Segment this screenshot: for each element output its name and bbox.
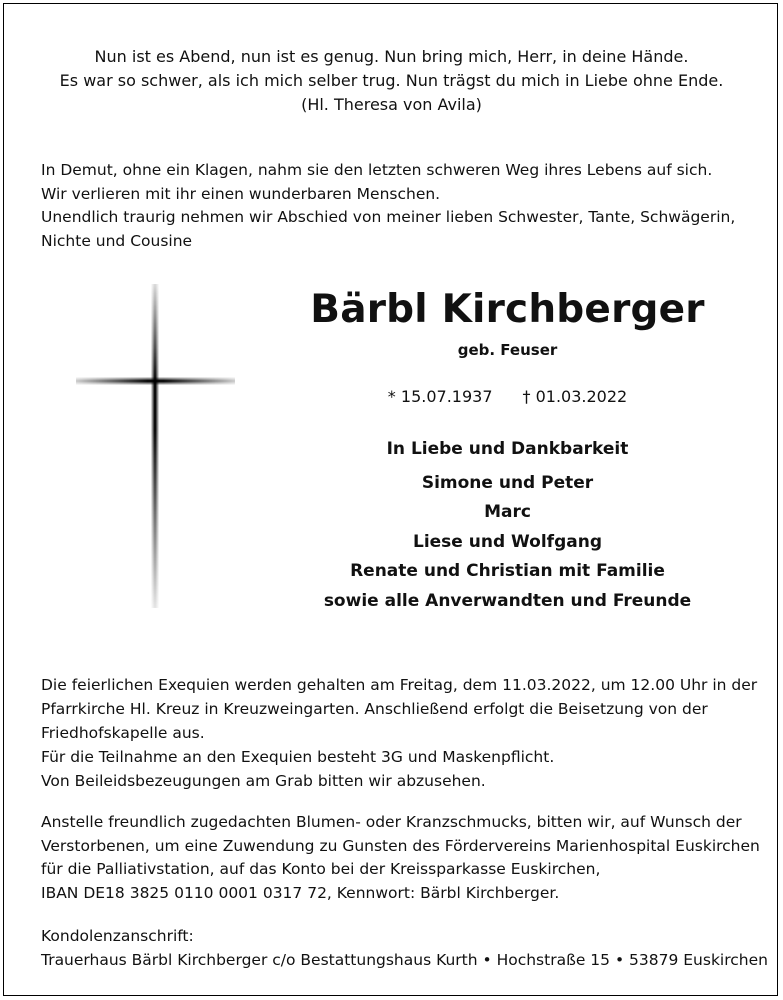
intro-line: Wir verlieren mit ihr einen wunderbaren Menschen. [41,184,441,203]
poem-attribution: (Hl. Theresa von Avila) [301,95,482,114]
cross-horizontal-beam [76,377,235,385]
intro-line: In Demut, ohne ein Klagen, nahm sie den letzten schweren Weg ihres Lebens auf sich. [41,161,713,179]
mourner-name: Simone und Peter [421,472,594,493]
deceased-name: Bärbl Kirchberger [310,287,705,332]
mourners-block [300,435,715,616]
cross-vertical-beam [151,284,159,608]
service-info [41,673,758,793]
service-line: Die feierlichen Exequien werden gehalten am Freitag, dem 11.03.2022, um 12.00 Uhr in der [41,676,758,694]
address-line: Trauerhaus Bärbl Kirchberger c/o Bestattungshaus Kurth • Hochstraße 15 • 53879 Euskirchen [41,950,768,969]
donation-line: für die Palliativstation, auf das Konto bei der Kreissparkasse Euskirchen, [41,860,601,878]
service-line: Für die Teilnahme an den Exequien besteht 3G und Maskenpflicht. [41,748,555,766]
birth-date: * 15.07.1937 [387,387,493,406]
life-dates [300,387,715,406]
donation-line: Anstelle freundlich zugedachten Blumen- oder Kranzschmucks, bitten wir, auf Wunsch der [41,813,742,831]
donation-info [41,811,760,905]
donation-line: IBAN DE18 3825 0110 0001 0317 72, Kennwort: Bärbl Kirchberger. [41,883,560,902]
service-line: Von Beileidsbezeugungen am Grab bitten wir abzusehen. [41,772,486,790]
mourners-lead: In Liebe und Dankbarkeit [386,439,629,459]
service-line: Friedhofskapelle aus. [41,724,205,742]
birth-name: geb. Feuser [457,341,558,359]
death-date: † 01.03.2022 [522,387,628,406]
mourner-name: Renate und Christian mit Familie [350,561,665,581]
poem-line: Nun ist es Abend, nun ist es genug. Nun bring mich, Herr, in deine Hände. [94,47,689,66]
mourner-name: Marc [484,502,531,522]
poem-block [0,45,783,117]
address-label: Kondolenzanschrift: [41,927,194,945]
mourner-name: Liese und Wolfgang [412,531,602,552]
poem-line: Es war so schwer, als ich mich selber trug. Nun trägst du mich in Liebe ohne Ende. [59,71,724,90]
mourner-name: sowie alle Anverwandten und Freunde [323,590,692,611]
intro-line: Unendlich traurig nehmen wir Abschied von meiner lieben Schwester, Tante, Schwägerin, [41,208,736,226]
intro-text [41,159,741,253]
service-line: Pfarrkirche Hl. Kreuz in Kreuzweingarten. Anschließend erfolgt die Beisetzung von der [41,700,708,718]
intro-line: Nichte und Cousine [41,231,193,250]
condolence-address [41,925,768,972]
donation-line: Verstorbenen, um eine Zuwendung zu Gunsten des Fördervereins Marienhospital Euskirchen [41,836,760,855]
